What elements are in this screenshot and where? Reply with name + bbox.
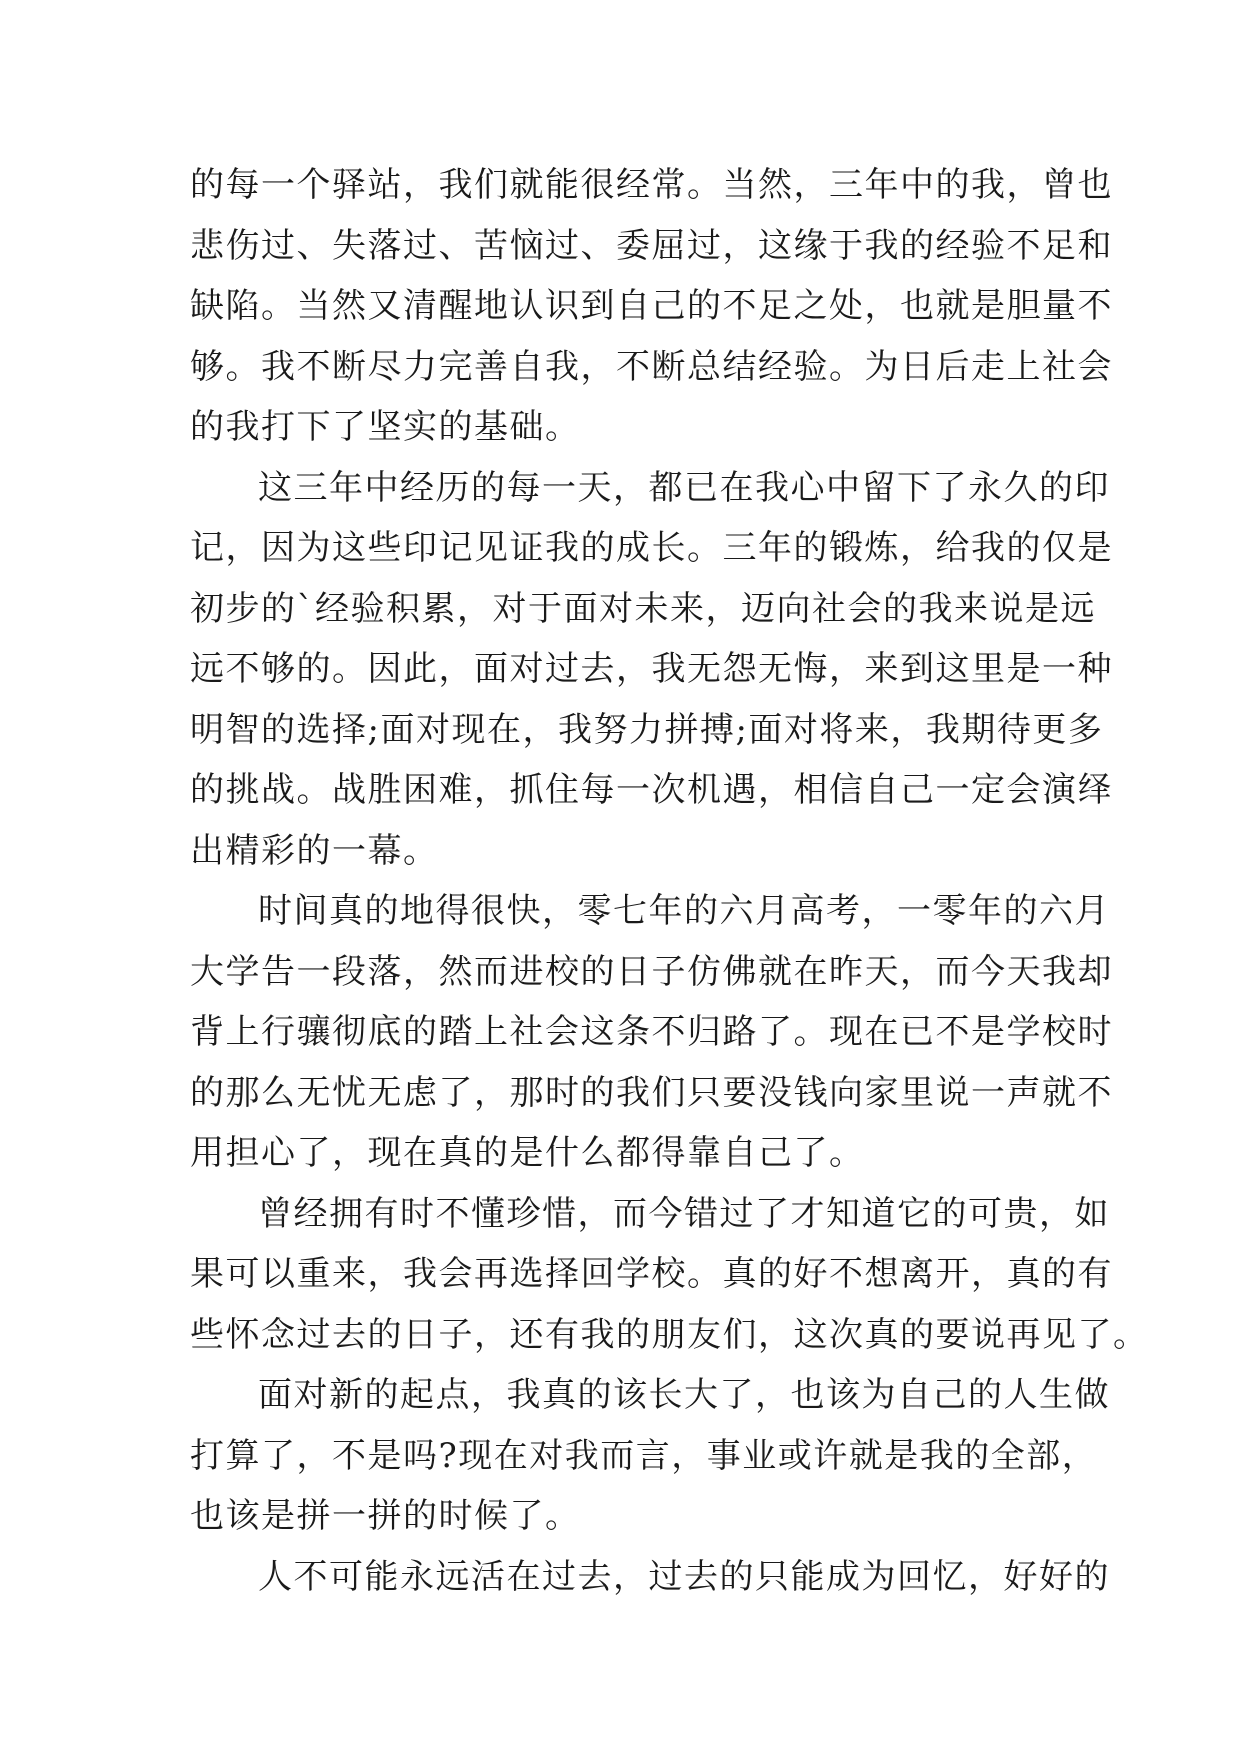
text-line: 用担心了，现在真的是什么都得靠自己了。 [190, 1133, 865, 1173]
text-line: 明智的选择;面对现在，我努力拼搏;面对将来，我期待更多 [190, 709, 1104, 750]
text-line: 记，因为这些印记见证我的成长。三年的锻炼，给我的仅是 [190, 528, 1113, 568]
paragraph-first-line: 时间真的地得很快，零七年的六月高考，一零年的六月 [258, 891, 1110, 931]
text-line: 缺陷。当然又清醒地认识到自己的不足之处，也就是胆量不 [190, 286, 1113, 326]
text-line: 悲伤过、失落过、苦恼过、委屈过，这缘于我的经验不足和 [190, 225, 1113, 266]
text-line: 的我打下了坚实的基础。 [190, 407, 581, 447]
text-line: 打算了，不是吗?现在对我而言，事业或许就是我的全部， [190, 1435, 1098, 1476]
text-line: 大学告一段落，然而进校的日子仿佛就在昨天，而今天我却 [190, 951, 1113, 992]
document-body [190, 155, 1149, 1607]
text-line: 的那么无忧无虑了，那时的我们只要没钱向家里说一声就不 [190, 1072, 1113, 1113]
paragraph-first-line: 这三年中经历的每一天，都已在我心中留下了永久的印 [258, 467, 1110, 508]
paragraph-first-line: 曾经拥有时不懂珍惜，而今错过了才知道它的可贵，如 [258, 1193, 1110, 1234]
paragraph-first-line: 人不可能永远活在过去，过去的只能成为回忆，好好的 [258, 1556, 1110, 1597]
text-line: 够。我不断尽力完善自我，不断总结经验。为日后走上社会 [190, 346, 1113, 387]
text-line: 的每一个驿站，我们就能很经常。当然，三年中的我，曾也 [190, 165, 1113, 205]
text-line: 初步的`经验积累，对于面对未来，迈向社会的我来说是远 [190, 588, 1096, 629]
text-line: 出精彩的一幕。 [190, 830, 439, 871]
text-line: 也该是拼一拼的时候了。 [190, 1496, 581, 1536]
text-line: 远不够的。因此，面对过去，我无怨无悔，来到这里是一种 [190, 649, 1113, 689]
text-line: 些怀念过去的日子，还有我的朋友们，这次真的要说再见了。 [190, 1314, 1149, 1355]
text-line: 果可以重来，我会再选择回学校。真的好不想离开，真的有 [190, 1254, 1113, 1294]
paragraph-first-line: 面对新的起点，我真的该长大了，也该为自己的人生做 [258, 1375, 1110, 1415]
text-line: 背上行骧彻底的踏上社会这条不归路了。现在已不是学校时 [190, 1012, 1113, 1052]
text-line: 的挑战。战胜困难，抓住每一次机遇，相信自己一定会演绎 [190, 770, 1113, 810]
